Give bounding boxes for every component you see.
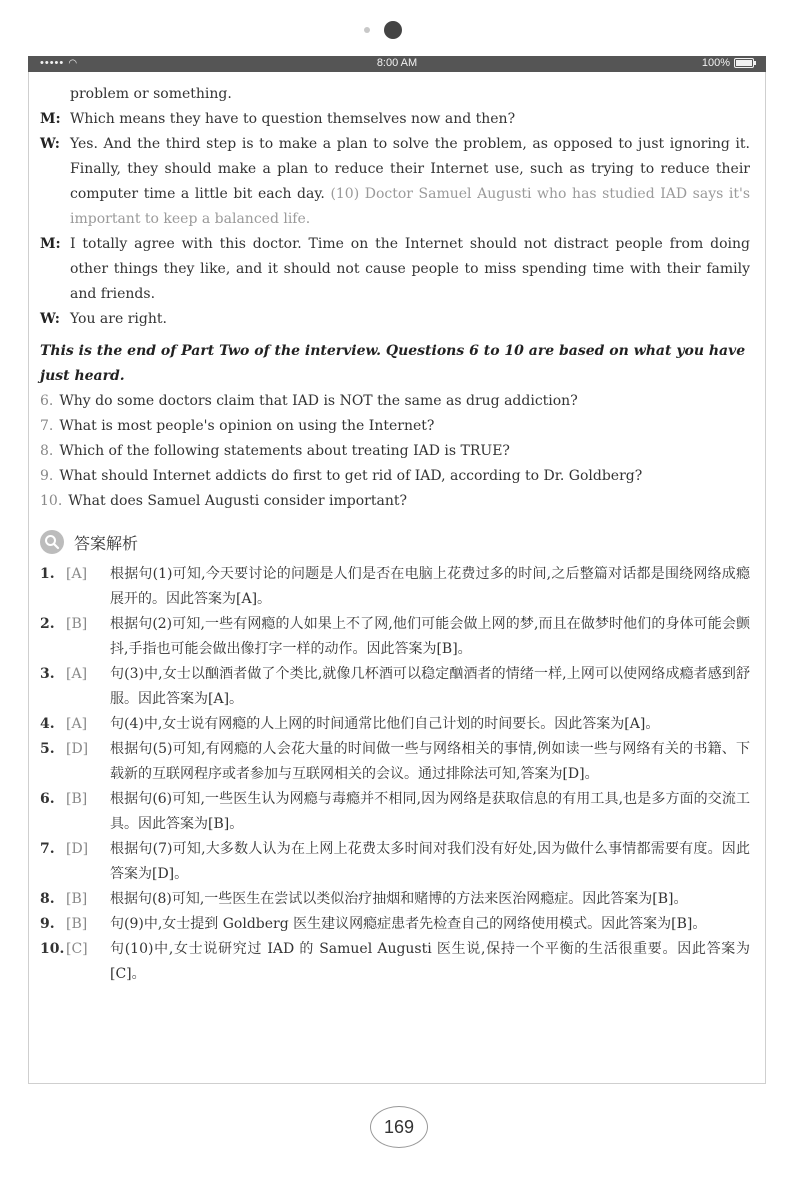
answer-number: 4.	[40, 716, 55, 732]
speaker-label: W:	[40, 136, 60, 152]
answer-explanation: 根据句(7)可知,大多数人认为在上网上花费太多时间对我们没有好处,因为做什么事情都需要有度。因此答案为[D]。	[110, 841, 750, 882]
answer-item	[40, 662, 750, 712]
answer-number: 6.	[40, 791, 55, 807]
answer-number: 1.	[40, 566, 55, 582]
question-item	[40, 389, 750, 414]
question-number: 6.	[40, 393, 54, 409]
answers-list	[40, 562, 750, 987]
answer-explanation: 根据句(8)可知,一些医生在尝试以类似治疗抽烟和赌博的方法来医治网瘾症。因此答案为[B]。	[110, 891, 688, 907]
question-text: Why do some doctors claim that IAD is NOT the same as drug addiction?	[59, 393, 578, 409]
question-item	[40, 489, 750, 514]
speaker-label: M:	[40, 236, 61, 252]
dialogue-text: problem or something.	[70, 86, 232, 102]
status-bar	[28, 56, 766, 72]
speaker-label: W:	[40, 311, 60, 327]
answer-number: 3.	[40, 666, 55, 682]
answer-letter: [B]	[66, 891, 88, 907]
question-text: Which of the following statements about treating IAD is TRUE?	[59, 443, 510, 459]
dialogue-text-main: Yes. And the third step is to make a plan to solve the problem, as opposed to just ignoring it. Finally, they should make a plan to reduce their Internet use, such as trying to reduce their computer time a little bit each day.	[70, 136, 750, 202]
answer-explanation: 根据句(2)可知,一些有网瘾的人如果上不了网,他们可能会做上网的梦,而且在做梦时他们的身体可能会颤抖,手指也可能会做出像打字一样的动作。因此答案为[B]。	[110, 616, 750, 657]
dialogue-line	[40, 232, 750, 307]
speaker-label: M:	[40, 111, 61, 127]
answer-number: 7.	[40, 841, 55, 857]
dialogue-text: I totally agree with this doctor. Time on the Internet should not distract people from doing other things they like, and it should not cause people to miss spending time with their family and friends.	[70, 236, 750, 302]
answer-explanation: 根据句(6)可知,一些医生认为网瘾与毒瘾并不相同,因为网络是获取信息的有用工具,也是多方面的交流工具。因此答案为[B]。	[110, 791, 750, 832]
answer-explanation: 句(3)中,女士以酗酒者做了个类比,就像几杯酒可以稳定酗酒者的情绪一样,上网可以使网络成瘾者感到舒服。因此答案为[A]。	[110, 666, 750, 707]
question-number: 8.	[40, 443, 54, 459]
answer-explanation: 根据句(5)可知,有网瘾的人会花大量的时间做一些与网络相关的事情,例如读一些与网络有关的书籍、下载新的互联网程序或者参加与互联网相关的会议。通过排除法可知,答案为[D]。	[110, 741, 750, 782]
answer-letter: [A]	[66, 716, 88, 732]
answer-number: 2.	[40, 616, 55, 632]
answer-item	[40, 912, 750, 937]
question-text: What should Internet addicts do first to get rid of IAD, according to Dr. Goldberg?	[59, 468, 643, 484]
answer-item	[40, 712, 750, 737]
question-text: What does Samuel Augusti consider important?	[68, 493, 407, 509]
answer-explanation: 句(9)中,女士提到 Goldberg 医生建议网瘾症患者先检查自己的网络使用模式。因此答案为[B]。	[110, 916, 707, 932]
answer-item	[40, 937, 750, 987]
dialogue-line	[40, 107, 750, 132]
part-note: This is the end of Part Two of the interview. Questions 6 to 10 are based on what you have just heard.	[40, 343, 746, 384]
answer-explanation: 句(4)中,女士说有网瘾的人上网的时间通常比他们自己计划的时间要长。因此答案为[A]。	[110, 716, 660, 732]
answer-letter: [B]	[66, 916, 88, 932]
page-number: 169	[370, 1106, 428, 1148]
question-number: 7.	[40, 418, 54, 434]
answer-item	[40, 562, 750, 612]
dialogue-text: Which means they have to question themselves now and then?	[70, 111, 516, 127]
answer-letter: [D]	[66, 741, 89, 757]
answer-letter: [C]	[66, 941, 88, 957]
answer-number: 8.	[40, 891, 55, 907]
status-battery	[702, 57, 754, 69]
answer-explanation: 根据句(1)可知,今天要讨论的问题是人们是否在电脑上花费过多的时间,之后整篇对话都是围绕网络成瘾展开的。因此答案为[A]。	[110, 566, 750, 607]
answer-letter: [B]	[66, 791, 88, 807]
answer-item	[40, 612, 750, 662]
camera-dots	[0, 18, 800, 42]
dialogue-text	[70, 132, 750, 232]
answer-letter: [A]	[66, 566, 88, 582]
dialogue-text: You are right.	[70, 311, 167, 327]
answers-heading	[40, 530, 750, 554]
search-icon	[40, 530, 64, 554]
status-time: 8:00 AM	[376, 57, 418, 69]
wifi-icon: ◠	[68, 58, 79, 69]
question-item	[40, 439, 750, 464]
dialogue-line	[40, 307, 750, 332]
answer-number: 9.	[40, 916, 55, 932]
answer-number: 5.	[40, 741, 55, 757]
answer-letter: [D]	[66, 841, 89, 857]
question-item	[40, 464, 750, 489]
answer-item	[40, 887, 750, 912]
answer-item	[40, 787, 750, 837]
sensor-dot	[364, 27, 370, 33]
answer-item	[40, 837, 750, 887]
dialogue-line	[40, 82, 750, 107]
dialogue-line	[40, 132, 750, 232]
answer-item	[40, 737, 750, 787]
signal-icon: •••••	[40, 57, 65, 69]
answer-number: 10.	[40, 941, 65, 957]
battery-percent: 100%	[701, 57, 730, 69]
answer-letter: [A]	[66, 666, 88, 682]
answer-letter: [B]	[66, 616, 88, 632]
question-number: 9.	[40, 468, 54, 484]
battery-icon	[734, 58, 754, 68]
dialogue-text-highlight: (10) Doctor Samuel Augusti who has studied IAD says it's important to keep a balanced life.	[70, 186, 750, 227]
answer-explanation: 句(10)中,女士说研究过 IAD 的 Samuel Augusti 医生说,保持一个平衡的生活很重要。因此答案为[C]。	[110, 941, 750, 982]
question-number: 10.	[40, 493, 63, 509]
page-content	[40, 82, 750, 987]
camera-dot	[384, 21, 402, 39]
question-item	[40, 414, 750, 439]
answers-title: 答案解析	[74, 533, 139, 553]
question-text: What is most people's opinion on using the Internet?	[59, 418, 435, 434]
